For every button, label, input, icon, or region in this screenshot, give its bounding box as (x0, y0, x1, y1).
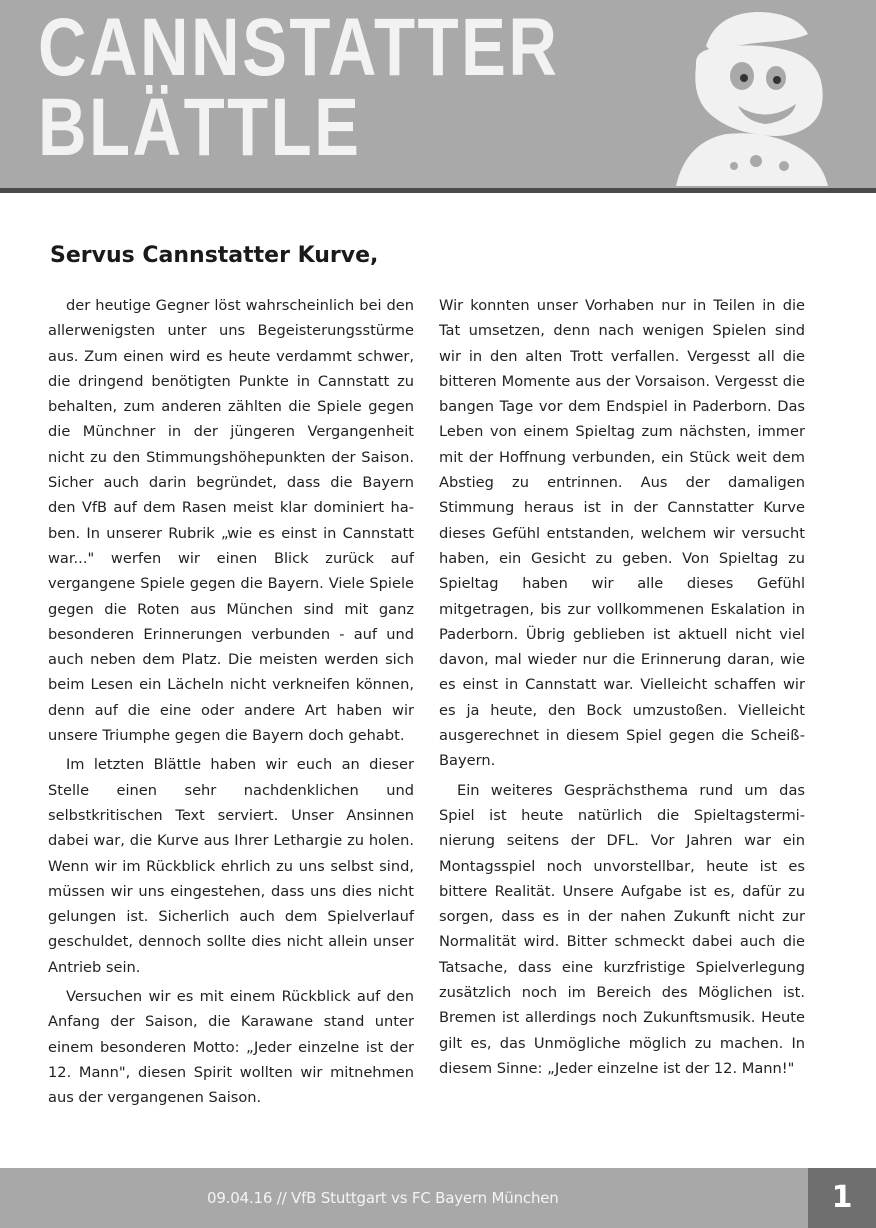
masthead-line-2: BLÄTTLE (38, 82, 362, 173)
paragraph: Ein weiteres Gesprächsthema rund um das Spiel ist heute natürlich die Spieltagsterminierung seitens der DFL. Vor Jahren war ein Montagsspiel noch unvorstellbar, heute ist es bittere Realität. Unsere Aufgabe ist es, dafür zu sorgen, dass es in der nahen Zukunft nicht zur Normalität wird. Bitter schmeckt dabei auch die Tatsache, dass eine kurzfristige Spielverlegung zusätzlich noch im Bereich des Möglichen ist. Bremen ist allerdings noch Zukunftsmusik. Heute gilt es, das Unmögliche möglich zu machen. In diesem Sinne: „Jeder einzelne ist der 12. Mann!" (439, 781, 805, 1077)
article-column-left (48, 293, 414, 1115)
mascot-head-icon (646, 6, 846, 186)
article-title: Servus Cannstatter Kurve, (50, 243, 379, 268)
match-info: 09.04.16 // VfB Stuttgart vs FC Bayern München (207, 1189, 559, 1207)
masthead-title (38, 2, 560, 173)
paragraph: Im letzten Blättle haben wir euch an dieser Stelle einen sehr nachdenklichen und selbstkritischen Text serviert. Unser Ansinnen dabei war, die Kurve aus Ihrer Lethargie zu holen. Wenn wir im Rückblick ehrlich zu uns selbst sind, müssen wir uns eingestehen, dass uns dies nicht gelungen ist. Sicherlich auch dem Spielverlauf geschuldet, dennoch sollte dies nicht allein unser Antrieb sein. (48, 756, 414, 976)
paragraph: Versuchen wir es mit einem Rückblick auf den Anfang der Saison, die Karawane stand unter einem besonderen Motto: „Jeder einzelne ist der 12. Mann", diesen Spirit wollten wir mitnehmen aus der vergangenen Saison. (48, 988, 414, 1107)
paragraph: Wir konnten unser Vorhaben nur in Teilen in die Tat umsetzen, denn nach wenigen Spielen sind wir in den alten Trott verfallen. Vergesst all die bitteren Momente aus der Vorsaison. Vergesst die bangen Tage vor dem Endspiel in Paderborn. Das Leben von einem Spieltag zum nächsten, immer mit der Hoffnung verbunden, ein Stück weit dem Abstieg zu entrinnen. Aus der damaligen Stimmung heraus ist in der Cannstatter Kurve dieses Gefühl entstanden, welchem wir versucht haben, ein Gesicht zu geben. Von Spieltag zu Spieltag haben wir alle dieses Gefühl mitgetragen, bis zur vollkommenen Eskalation in Paderborn. Übrig geblieben ist aktuell nicht viel davon, mal wieder nur die Erinnerung daran, wie es einst in Cannstatt war. Vielleicht schaffen wir es ja heute, den Bock umzustoßen. Vielleicht ausgerechnet in diesem Spiel gegen die Scheiß-Bayern. (439, 297, 805, 770)
article (0, 193, 876, 1168)
article-column-right (439, 293, 805, 1085)
page-number: 1 (808, 1168, 876, 1228)
masthead-line-1: CANNSTATTER (38, 2, 560, 93)
masthead-band (0, 0, 876, 188)
paragraph: der heutige Gegner löst wahrscheinlich bei den allerwenigsten unter uns Begeisterungsstürme aus. Zum einen wird es heute verdammt schwer, die dringend benötigten Punkte in Cannstatt zu behalten, zum anderen zählten die Spiele gegen die Münchner in der jüngeren Vergangenheit nicht zu den Stimmungshöhepunkten der Saison. Sicher auch darin begründet, dass die Bayern den VfB auf dem Rasen meist klar dominiert haben. In unserer Rubrik „wie es einst in Cannstatt war..." werfen wir einen Blick zurück auf vergangene Spiele gegen die Bayern. Viele Spiele gegen die Roten aus München sind mit ganz besonderen Erinnerungen verbunden - auf und auch neben dem Platz. Die meisten werden sich beim Lesen ein Lächeln nicht verkneifen können, denn auf die eine oder andere Art haben wir unsere Triumphe gegen die Bayern doch gehabt. (48, 297, 414, 745)
footer-band (0, 1168, 876, 1228)
